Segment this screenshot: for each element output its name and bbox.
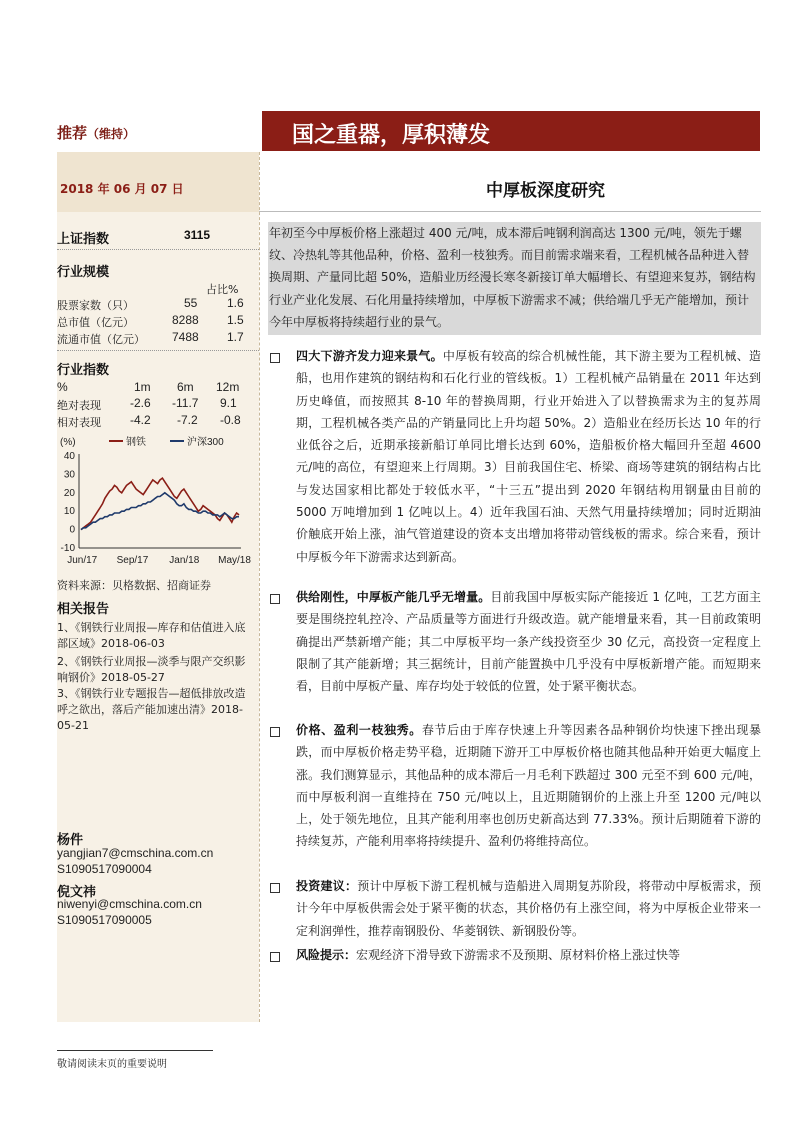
- chart-source: 资料来源：贝格数据、招商证券: [57, 579, 211, 592]
- section-lead: 四大下游齐发力迎来景气。: [296, 349, 443, 363]
- rating: [57, 122, 135, 143]
- rating-sub: （维持）: [87, 127, 136, 141]
- scale-row-value: 8288: [172, 313, 199, 327]
- section-text: 中厚板有较高的综合机械性能，其下游主要为工程机械、造船，也用作建筑的钢结构和石化行业的管线板。1）工程机械产品销量在 2011 年达到历史峰值，而按照其 8-10 年的替换周期，行业开始进入了以替换需求为主的复苏周期，工程机械各类产品的产销量同比上升均超 50%。2）造船业在经历长达 10 年的行业低谷之后，近期承接新船订单同比增长达到 60%，造船板价格大幅回升至超 4600 元/吨的高位，有望迎来上行周期。3）目前我国住宅、桥梁、商场等建筑的钢结构占比与发达国家相比都处于较低水平，“十三五”提出到 2020 年钢结构用钢量由目前的 5000 万吨增加到 1 亿吨以上。4）近年我国石油、天然气用量持续增加；同时近期油价触底开始上涨，油气管道建设的资本支出增加将带动管线板的需求。综合来看，预计中厚板今年下游需求达到新高。: [296, 349, 761, 564]
- section-paragraph: [296, 586, 761, 697]
- index-label: 上证指数: [57, 232, 110, 247]
- perf-value: -11.7: [172, 396, 199, 410]
- section-paragraph: [296, 345, 761, 568]
- y-tick-label: 0: [69, 524, 75, 536]
- scale-row-pct: 1.7: [227, 330, 244, 344]
- scale-row-value: 55: [184, 296, 198, 310]
- y-tick-label: 30: [63, 469, 75, 481]
- related-report[interactable]: 1、《钢铁行业周报—库存和估值进入底部区域》2018-06-03: [57, 621, 246, 650]
- perf-header: 1m: [134, 380, 151, 394]
- series-line-steel: [81, 478, 239, 529]
- footer-divider: [57, 1050, 213, 1051]
- legend-label-hs300: 沪深300: [187, 437, 224, 448]
- scale-row-pct: 1.6: [227, 296, 244, 310]
- perf-header: 12m: [216, 380, 240, 394]
- analyst-name: 倪文祎: [57, 885, 97, 900]
- checkbox-bullet-icon: [270, 594, 280, 604]
- section-text: 预计中厚板下游工程机械与造船进入周期复苏阶段，将带动中厚板需求，预计今年中厚板供需会处于紧平衡的状态，其价格仍有上涨空间，将为中厚板企业带来一定利润弹性，推荐南钢股份、华菱钢铁、新钢股份等。: [296, 879, 761, 938]
- checkbox-bullet-icon: [270, 727, 280, 737]
- section-text: 春节后由于库存快速上升等因素各品种钢价均快速下挫出现暴跌，而中厚板价格走势平稳，近期随下游开工中厚板价格也随其他品种开始更大幅度上涨。我们测算显示，其他品种的成本滞后一月毛利下跌超过 300 元至不到 600 元/吨，而中厚板利润一直维持在 750 元/吨以上，且近期随钢价的上涨上升至 1200 元/吨以上，处于领先地位，且其产能利用率也创历史新高达到 77.33%。预计后期随着下游的持续复苏，产能利用率将持续提升、盈利仍将维持高位。: [296, 723, 761, 849]
- separator: [57, 350, 259, 351]
- perf-row-label: 绝对表现: [57, 399, 101, 412]
- section-lead: 价格、盈利一枝独秀。: [296, 723, 422, 737]
- section-lead: 风险提示：: [296, 948, 357, 962]
- column-divider: [259, 152, 260, 1022]
- y-tick-label: 40: [63, 451, 75, 462]
- main-title: 国之重器，厚积薄发: [292, 122, 491, 148]
- related-report[interactable]: 2、《钢铁行业周报—淡季与限产交织影响钢价》2018-05-27: [57, 655, 246, 684]
- chart-legend: [109, 435, 224, 448]
- section-paragraph: [296, 875, 761, 942]
- performance-chart: [57, 432, 257, 567]
- y-tick-label: 10: [63, 506, 75, 518]
- scale-row-pct: 1.5: [227, 313, 244, 327]
- perf-value: -0.8: [220, 413, 241, 427]
- section-text: 目前我国中厚板实际产能接近 1 亿吨，工艺方面主要是围绕控轧控冷、产品质量等方面进行升级改造。就产能增量来看，其一目前政策明确提出严禁新增产能；其二中厚板平均一条产线投资至少 30 亿元，高投资一定程度上限制了其产能新增；其三据统计，目前产能置换中几乎没有中厚板新增产能。而短期来看，目前中厚板产量、库存均处于较低的位置，处于紧平衡状态。: [296, 590, 761, 694]
- checkbox-bullet-icon: [270, 952, 280, 962]
- summary-text: 年初至今中厚板价格上涨超过 400 元/吨，成本滞后吨钢利润高达 1300 元/吨，领先于螺纹、冷热轧等其他品种，价格、盈利一枝独秀。而目前需求端来看，工程机械各品种进入替换周期、产量同比超 50%，造船业历经漫长寒冬新接订单大幅增长、有望迎来复苏，钢结构行业产业化发展、石化用量持续增加，中厚板下游需求不减；供给端几乎无产能增加，预计今年中厚板将持续超行业的景气。: [269, 226, 756, 329]
- analyst-id: S1090517090004: [57, 862, 152, 876]
- analyst-email[interactable]: niwenyi@cmschina.com.cn: [57, 897, 202, 911]
- rating-label: 推荐: [57, 124, 88, 142]
- related-title: 相关报告: [57, 602, 110, 617]
- perf-row-label: 相对表现: [57, 416, 101, 429]
- x-tick-label: May/18: [218, 555, 251, 566]
- header-divider: [259, 211, 761, 212]
- perf-header: 6m: [177, 380, 194, 394]
- separator: [57, 249, 259, 250]
- scale-col-header: 占比%: [206, 283, 239, 296]
- y-tick-label: 20: [63, 487, 75, 499]
- analyst-name: 杨件: [57, 833, 84, 848]
- perf-value: 9.1: [220, 396, 237, 410]
- perf-value: -2.6: [130, 396, 151, 410]
- scale-row-label: 总市值（亿元）: [57, 316, 134, 329]
- scale-row-label: 流通市值（亿元）: [57, 333, 145, 346]
- scale-row-label: 股票家数（只）: [57, 299, 134, 312]
- analyst-email[interactable]: yangjian7@cmschina.com.cn: [57, 846, 214, 860]
- perf-value: -7.2: [177, 413, 198, 427]
- perf-header: %: [57, 380, 68, 394]
- related-report[interactable]: 3、《钢铁行业专题报告—超低排放改造呼之欲出，落后产能加速出清》2018-05-21: [57, 687, 246, 732]
- checkbox-bullet-icon: [270, 883, 280, 893]
- y-axis-label: (%): [60, 437, 76, 448]
- x-tick-label: Jan/18: [169, 555, 200, 566]
- report-date: 2018 年 06 月 07 日: [60, 182, 184, 196]
- checkbox-bullet-icon: [270, 353, 280, 363]
- index-value: 3115: [184, 228, 211, 242]
- footer-note: 敬请阅读末页的重要说明: [57, 1059, 167, 1070]
- perf-value: -4.2: [130, 413, 151, 427]
- x-tick-label: Jun/17: [67, 555, 98, 566]
- y-tick-label: -10: [60, 543, 75, 554]
- section-text: 宏观经济下滑导致下游需求不及预期、原材料价格上涨过快等: [356, 948, 681, 962]
- section-paragraph: [296, 719, 761, 853]
- sub-title: 中厚板深度研究: [486, 181, 605, 201]
- section-paragraph: [296, 944, 761, 966]
- x-tick-label: Sep/17: [116, 555, 149, 566]
- scale-title: 行业规模: [57, 265, 110, 280]
- section-lead: 投资建议：: [296, 879, 358, 893]
- section-lead: 供给刚性，中厚板产能几乎无增量。: [296, 590, 491, 604]
- scale-row-value: 7488: [172, 330, 199, 344]
- analyst-id: S1090517090005: [57, 913, 152, 927]
- legend-label-steel: 钢铁: [126, 437, 146, 448]
- perf-title: 行业指数: [57, 363, 110, 378]
